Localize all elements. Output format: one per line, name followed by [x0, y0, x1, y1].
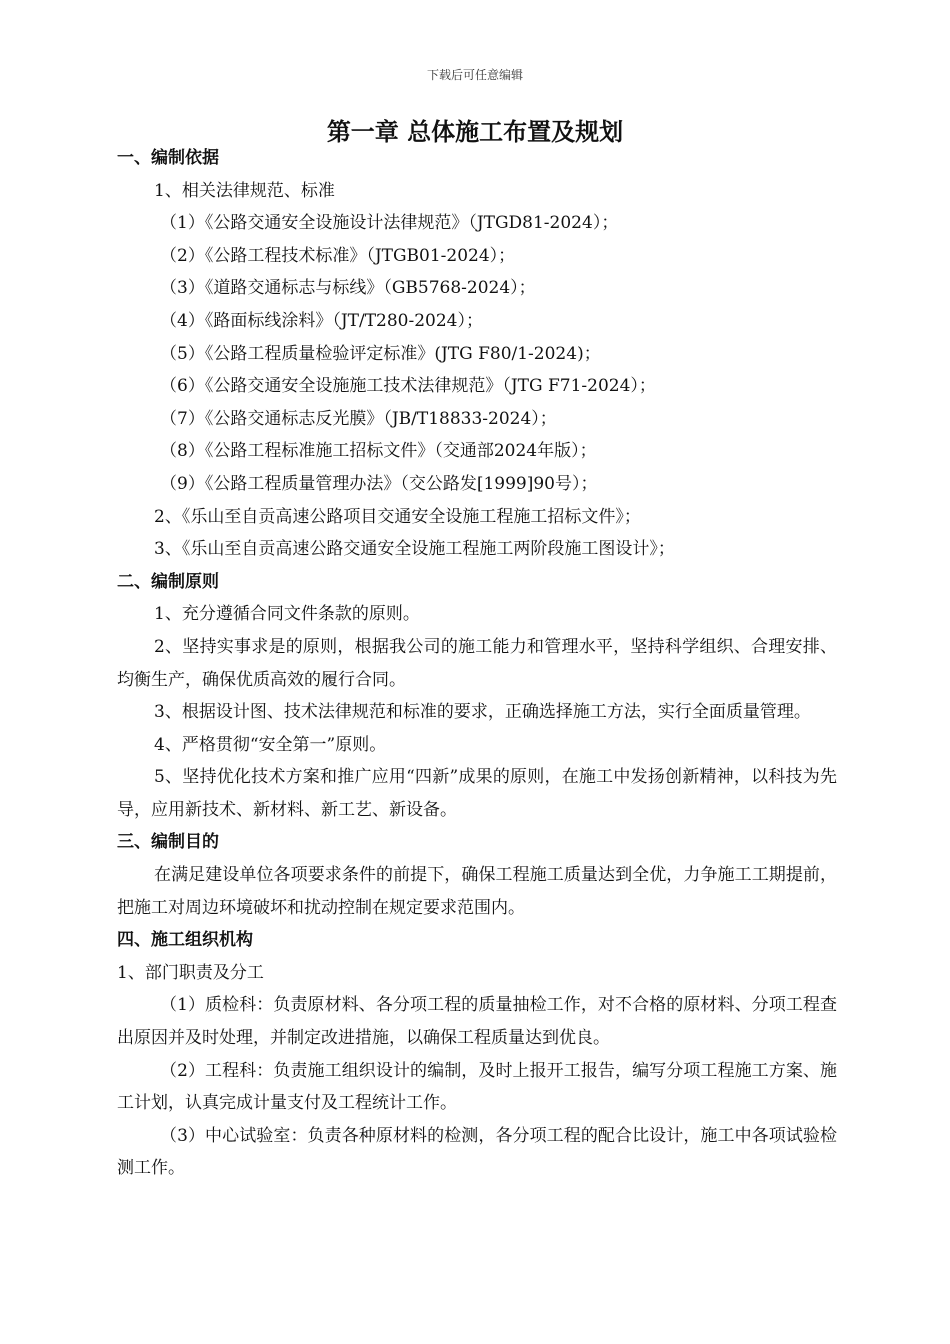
reference-item: （5）《公路工程质量检验评定标准》(JTG F80/1-2024)；: [160, 343, 601, 364]
section-heading-principles: 二、编制原则: [117, 571, 219, 592]
principle-paragraph: 5、坚持优化技术方案和推广应用“四新”成果的原则，在施工中发扬创新精神，以科技为先导，应用新技术、新材料、新工艺、新设备。: [117, 767, 837, 820]
section-heading-purpose: 三、编制目的: [117, 832, 219, 853]
subsection-heading-duties: 1、部门职责及分工: [117, 962, 264, 983]
basis-item-1: 1、相关法律规范、标准: [154, 180, 335, 201]
basis-item-3: 3、《乐山至自贡高速公路交通安全设施工程施工两阶段施工图设计》；: [154, 539, 675, 560]
document-body: [117, 142, 837, 1185]
principle-paragraph: 1、充分遵循合同文件条款的原则。: [154, 604, 420, 625]
reference-item: （9）《公路工程质量管理办法》（交公路发[1999]90号）；: [160, 473, 598, 494]
reference-item: （2）《公路工程技术标准》（JTGB01-2024）；: [160, 245, 516, 266]
reference-item: （8）《公路工程标准施工招标文件》（交通部2024年版）；: [160, 441, 597, 462]
reference-item: （3）《道路交通标志与标线》（GB5768-2024）；: [160, 278, 536, 299]
basis-item-2: 2、《乐山至自贡高速公路项目交通安全设施工程施工招标文件》；: [154, 506, 641, 527]
reference-item: （4）《路面标线涂料》（JT/T280-2024）；: [160, 310, 483, 331]
header-note: 下载后可任意编辑: [426, 68, 523, 82]
duty-paragraph: （3）中心试验室：负责各种原材料的检测，各分项工程的配合比设计，施工中各项试验检测工作。: [117, 1125, 837, 1179]
principle-paragraph: 3、根据设计图、技术法律规范和标准的要求，正确选择施工方法，实行全面质量管理。: [154, 702, 811, 723]
duty-paragraph: （2）工程科：负责施工组织设计的编制，及时上报开工报告，编写分项工程施工方案、施工计划，认真完成计量支付及工程统计工作。: [117, 1060, 837, 1114]
duty-paragraph: （1）质检科：负责原材料、各分项工程的质量抽检工作，对不合格的原材料、分项工程查出原因并及时处理，并制定改进措施，以确保工程质量达到优良。: [117, 995, 837, 1049]
reference-item: （7）《公路交通标志反光膜》（JB/T18833-2024）；: [160, 408, 557, 429]
principle-paragraph: 2、坚持实事求是的原则，根据我公司的施工能力和管理水平，坚持科学组织、合理安排、均衡生产，确保优质高效的履行合同。: [117, 636, 837, 690]
section-heading-basis: 一、编制依据: [117, 148, 219, 168]
page-title: 第一章 总体施工布置及规划: [326, 117, 624, 146]
reference-item: （6）《公路交通安全设施施工技术法律规范》（JTG F71-2024）；: [160, 376, 656, 397]
reference-item: （1）《公路交通安全设施设计法律规范》（JTGD81-2024）；: [160, 213, 619, 234]
principle-paragraph: 4、严格贯彻“安全第一”原则。: [154, 734, 387, 755]
section-heading-organization: 四、施工组织机构: [117, 930, 253, 951]
purpose-paragraph: 在满足建设单位各项要求条件的前提下，确保工程施工质量达到全优，力争施工工期提前，把施工对周边环境破坏和扰动控制在规定要求范围内。: [117, 865, 837, 918]
